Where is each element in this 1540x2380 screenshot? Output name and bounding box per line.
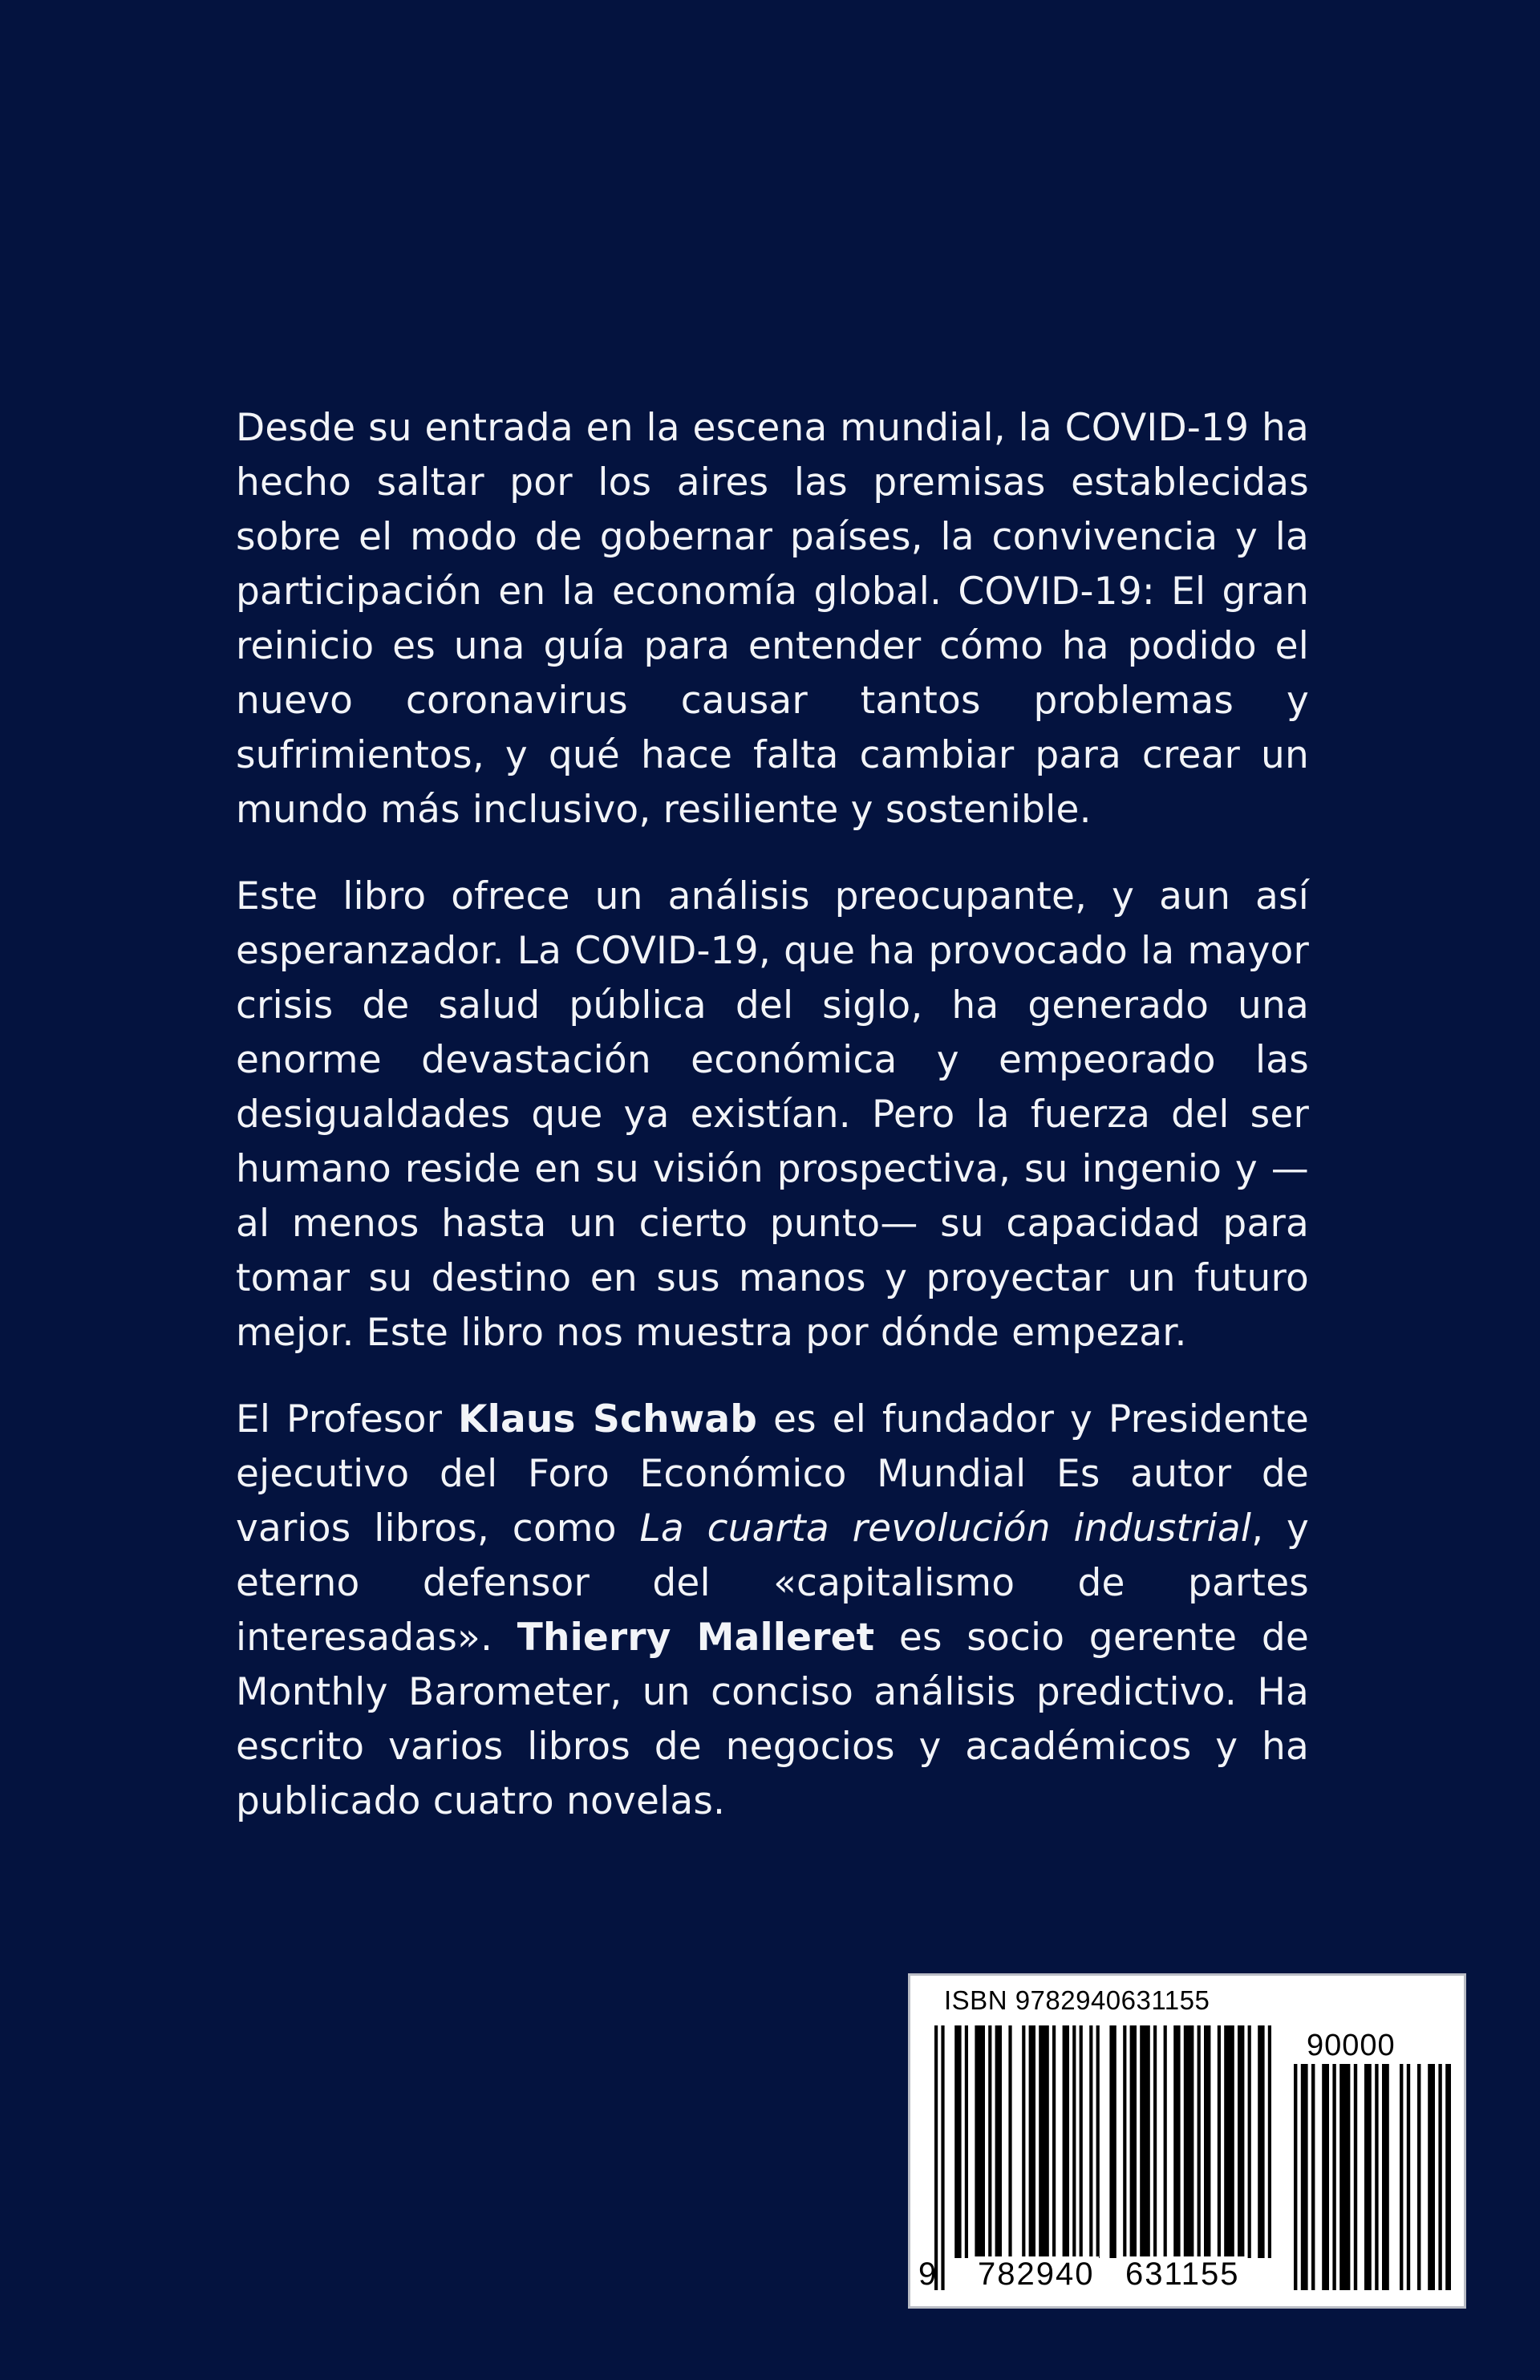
barcode-bar: [1123, 2025, 1126, 2258]
barcode-bar: [1164, 2025, 1167, 2258]
barcode-digits-right: 631155: [1121, 2256, 1245, 2292]
barcode-bar: [1080, 2025, 1083, 2290]
barcode-bar: [1375, 2064, 1378, 2290]
barcode-digits-left: 782940: [973, 2256, 1099, 2292]
barcode-bar: [1072, 2025, 1076, 2258]
barcode-bar: [1008, 2025, 1011, 2258]
bio-text-2: es el fundador y Presidente ejecutivo del Foro Económico Mundial Es autor de varios libros, como: [236, 1397, 1310, 1551]
barcode-bar: [1096, 2025, 1100, 2258]
barcode-bar: [1052, 2025, 1056, 2258]
barcode-bar: [1063, 2025, 1069, 2258]
barcode-bar: [1301, 2064, 1308, 2290]
barcode-bar: [1445, 2064, 1451, 2290]
barcode-bar: [1438, 2064, 1441, 2290]
barcode-bar: [988, 2025, 991, 2258]
ean13-bars: [934, 2025, 1279, 2290]
barcode-bar: [1407, 2064, 1410, 2290]
barcode-bar: [1022, 2025, 1025, 2258]
barcode-bar: [1382, 2064, 1389, 2290]
barcode-bar: [1364, 2064, 1372, 2290]
barcode-bar: [1294, 2064, 1297, 2290]
author-name-klaus-schwab: Klaus Schwab: [458, 1397, 758, 1441]
barcode-bar: [1417, 2064, 1420, 2290]
isbn-label: ISBN 9782940631155: [944, 1985, 1210, 2015]
barcode-bar: [1311, 2064, 1315, 2290]
blurb-paragraph-2: Este libro ofrece un análisis preocupante, y aun así esperanzador. La COVID-19, que ha provocado la mayor crisis de salud pública del siglo, ha generado una enorme devastación económica y empeorado las desigualdades que ya existían. Pero la fuerza del ser humano reside en su visión prospectiva, su ingenio y —al menos hasta un cierto punto— su capacidad para tomar su destino en sus manos y proyectar un futuro mejor. Este libro nos muestra por dónde empezar.: [236, 874, 1309, 1355]
barcode-bar: [1258, 2025, 1264, 2258]
price-addon-number: 90000: [1307, 2029, 1396, 2062]
author-name-thierry-malleret: Thierry Malleret: [517, 1616, 875, 1660]
barcode-bar: [1354, 2064, 1357, 2290]
blurb-paragraph-1: Desde su entrada en la escena mundial, la COVID-19 ha hecho saltar por los aires las premisas establecidas sobre el modo de gobernar países, la convivencia y la participación en la economía global. COVID-19: El gran reinicio es una guía para entender cómo ha podido el nuevo coronavirus causar tantos problemas y sufrimientos, y qué hace falta cambiar para crear un mundo más inclusivo, resiliente y sostenible.: [236, 406, 1309, 832]
barcode-bar: [965, 2025, 968, 2258]
barcode-bar: [1089, 2025, 1092, 2290]
blurb-text: [236, 401, 1309, 1861]
barcode-bar: [1428, 2064, 1435, 2290]
barcode-bar: [1029, 2025, 1035, 2258]
barcode-bar: [1238, 2025, 1244, 2290]
barcode-bar: [1339, 2064, 1350, 2290]
isbn-barcode: [908, 1973, 1466, 2309]
barcode-bar: [1400, 2064, 1403, 2290]
barcode-bar: [1184, 2025, 1194, 2258]
barcode-bar: [954, 2025, 961, 2258]
barcode-bar: [1248, 2025, 1251, 2258]
barcode-bar: [1039, 2025, 1049, 2258]
barcode-bar: [1130, 2025, 1137, 2258]
addon-bars: [1294, 2064, 1451, 2290]
barcode-bar: [1204, 2025, 1210, 2258]
barcode-bar: [1153, 2025, 1157, 2258]
barcode-bar: [934, 2025, 938, 2290]
bio-text-3: , y eterno defensor del «capitalismo de partes interesadas».: [236, 1506, 1310, 1660]
barcode-bar: [1173, 2025, 1180, 2258]
bio-text-4: es socio gerente de Monthly Barometer, un conciso análisis predictivo. Ha escrito varios libros de negocios y académicos y ha publicado cuatro novelas.: [236, 1616, 1310, 1823]
bio-text-1: El Profesor: [236, 1397, 459, 1441]
barcode-bar: [1109, 2025, 1116, 2258]
barcode-bar: [1322, 2064, 1329, 2290]
barcode-digit-first: 9: [918, 2256, 938, 2292]
barcode-bar: [1268, 2025, 1271, 2258]
barcode-bar: [1198, 2025, 1201, 2258]
barcode-bar: [1224, 2025, 1234, 2290]
barcode-bar: [975, 2025, 985, 2258]
barcode-bar: [941, 2025, 944, 2290]
barcode-bar: [1332, 2064, 1335, 2290]
book-title-cuarta-revolucion: La cuarta revolución industrial: [639, 1506, 1252, 1551]
barcode-bar: [995, 2025, 1002, 2258]
barcode-bar: [1218, 2025, 1221, 2258]
barcode-bar: [1140, 2025, 1150, 2258]
author-bio-paragraph: [236, 1393, 1309, 1829]
